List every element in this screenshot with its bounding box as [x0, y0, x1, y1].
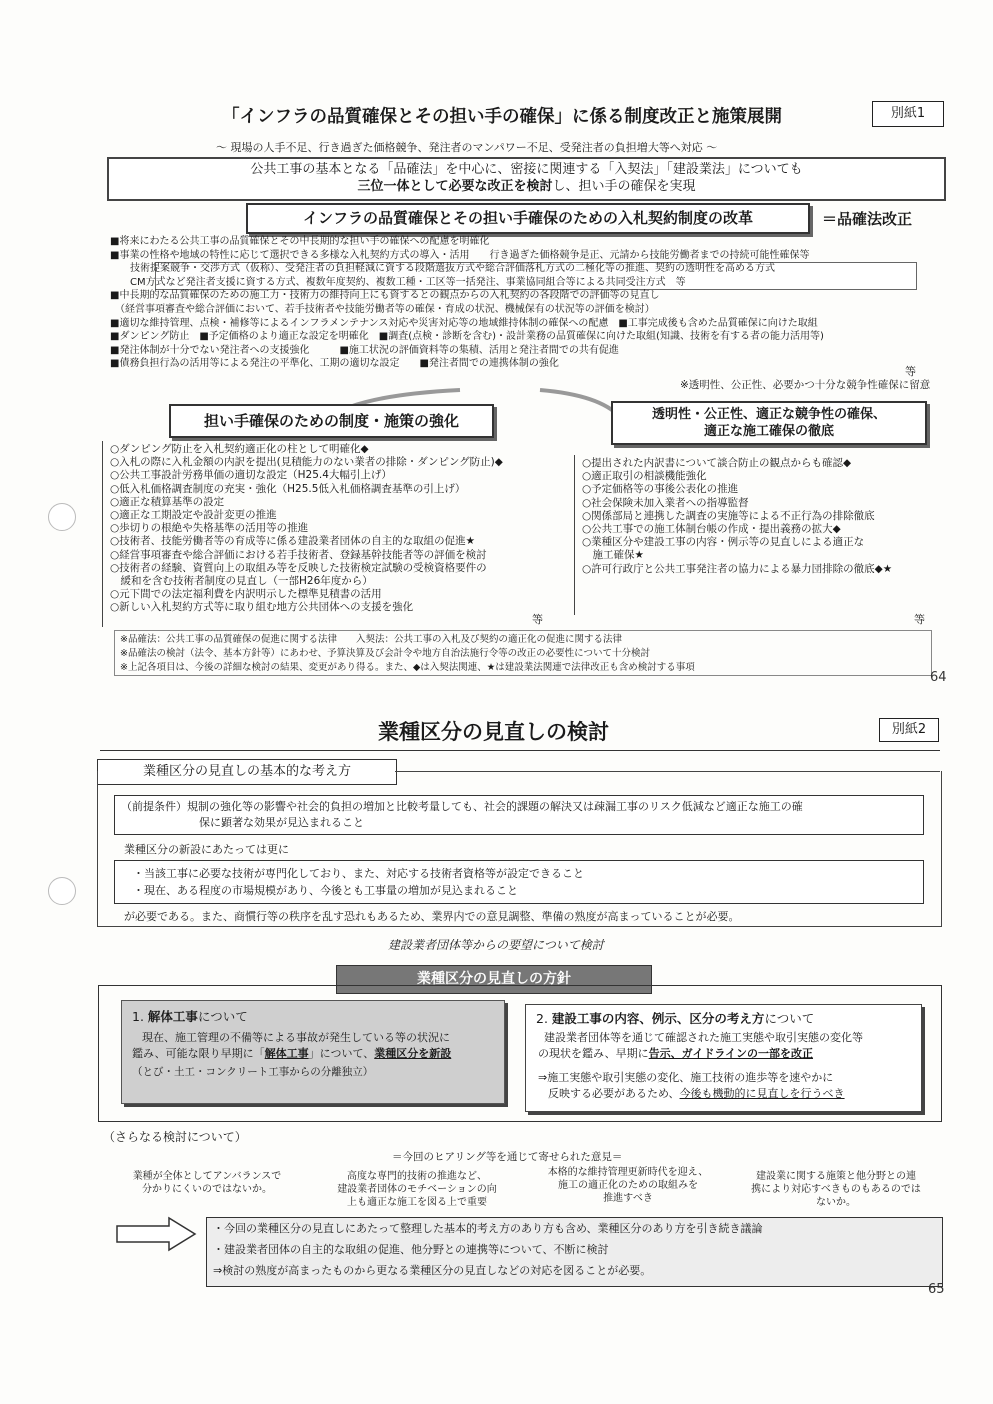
premise-box: [114, 795, 924, 835]
list-item: ○適正な工期設定や設計変更の推進: [110, 509, 277, 522]
left-heading: 担い手確保のための制度・施策の強化: [203, 412, 459, 430]
policy-heading: 業種区分の見直しの方針: [417, 971, 571, 987]
list-item: ・建設業者団体の自主的な取組の促進、他分野との連携等について、不断に検討: [213, 1243, 609, 1256]
right-heading-box: [611, 401, 927, 445]
left-heading-box: [169, 404, 494, 438]
transparency-note: ※透明性、公正性、必要かつ十分な競争性確保に留意: [680, 379, 931, 391]
policy-item-1-title: 1. 解体工事について: [132, 1009, 248, 1024]
list-item: ○業種区分や建設工事の内容・例示等の見直しによる適正な: [582, 536, 865, 549]
punch-hole: [48, 877, 76, 905]
list-item: ■中長期的な品質確保のための施工力・技術力の維持向上にも資するとの観点からの入札契約の各段階での評価等の見直し: [110, 290, 660, 302]
policy-item-1-body: 現在、施工管理の不備等による事故が発生している等の状況に: [142, 1031, 450, 1044]
list-item: ○適正取引の相談機能強化: [582, 470, 707, 483]
annex-2-badge: 別紙2: [879, 718, 939, 742]
page1-subtitle: ～ 現場の人手不足、行き過ぎた価格競争、発注者のマンパワー不足、受発注者の負担増大等へ対応 ～: [216, 141, 718, 154]
request-note: 建設業者団体等からの要望について検討: [388, 938, 604, 952]
conditions-box: [114, 860, 924, 904]
reform-title: インフラの品質確保とその担い手確保のための入札契約制度の改革: [302, 209, 753, 227]
list-item: ○技術者、技能労働者等の育成等に係る建設業者団体の自主的な取組の促進★: [110, 535, 476, 548]
list-item: ■将来にわたる公共工事の品質確保とその中長期的な担い手の確保への配慮を明確化: [110, 236, 490, 247]
page-number: 65: [928, 1282, 945, 1297]
right-heading-1: 透明性・公正性、適正な競争性の確保、: [651, 407, 886, 422]
opinion-item: 本格的な維持管理更新時代を迎え、 施工の適正化のための取組みを 推進すべき: [547, 1167, 709, 1204]
list-item: ⇒検討の熟度が高まったものから更なる業種区分の見直しなどの対応を図ることが必要。: [213, 1264, 652, 1277]
intro-rest: し、担い手の確保を実現: [552, 179, 696, 194]
list-item: ○入札の際に入札金額の内訳を提出(見積能力のない業者の排除・ダンピング防止)◆: [110, 456, 503, 469]
list-item: ■事業の性格や地域の特性に応じて選択できる多様な入札契約方式の導入・活用 行き過ぎた価格競争是正、元請から技能労働者までの持続可能性確保等: [110, 249, 810, 261]
list-item: ■債務負担行為の活用等による発注の平準化、工期の適切な設定 ■発注者間での連携体制の強化: [110, 358, 559, 370]
page2-title: 業種区分の見直しの検討: [378, 720, 609, 744]
list-item: ・当該工事に必要な技術が専門化しており、また、対応する技術者資格等が設定できること: [133, 867, 584, 880]
list-item: ○ダンピング防止を入札契約適正化の柱として明確化◆: [110, 443, 369, 455]
list-item: ○社会保険未加入業者への指導監督: [582, 496, 749, 509]
right-measures-list: [582, 457, 892, 576]
annex-1-badge: 別紙1: [872, 101, 944, 127]
etc-label: 等: [905, 365, 916, 378]
etc-label: 等: [914, 613, 925, 626]
list-item: ○予定価格等の事後公表化の推進: [582, 483, 739, 496]
list-item: ・現在、ある程度の市場規模があり、今後とも工事量の増加が見込まれること: [133, 884, 518, 897]
policy-item-1-box: [121, 1000, 505, 1104]
footnote-box: [114, 630, 932, 676]
list-item: ○関係部局と連携した調査の実施等による不正行為の排除徹底: [582, 509, 875, 522]
intro-emphasis: 三位一体として必要な改正を検討: [357, 179, 553, 194]
premise-line2: 保に顕著な効果が見込まれること: [199, 816, 364, 829]
divider: [395, 771, 940, 772]
opinion-item: 建設業に関する施策と他分野との連 携により対応すべきものもあるのでは ないか。: [751, 1171, 921, 1208]
opinion-item: 業種が全体としてアンバランスで 分かりにくいのではないか。: [132, 1171, 282, 1195]
left-measures-list: [110, 443, 503, 615]
policy-item-2-body: 建設業者団体等を通じて確認された施工実態や取引実態の変化等: [544, 1031, 863, 1044]
reform-title-box: [246, 203, 810, 234]
list-item: ○適正な積算基準の設定: [110, 495, 225, 508]
punch-hole: [48, 503, 76, 531]
list-item: ○公共工事での施工体制台帳の作成・提出義務の拡大◆: [582, 523, 841, 536]
policy-item-1-note: （とび・土工・コンクリート工事からの分離独立）: [132, 1066, 374, 1078]
list-item: ○技術者の経験、資質向上の取組み等を反映した技術検定試験の受検資格要件の: [110, 561, 487, 574]
policy-item-1-body: 鑑み、可能な限り早期に「解体工事」について、業種区分を新設: [132, 1047, 452, 1060]
right-heading-2: 適正な施工確保の徹底: [703, 424, 834, 439]
list-item: ○提出された内訳書について談合防止の観点からも確認◆: [582, 457, 852, 469]
list-item: 緩和を含む技術者制度の見直し（一部H26年度から）: [110, 575, 373, 588]
policy-item-2-title: 2. 建設工事の内容、例示、区分の考え方について: [536, 1011, 815, 1026]
new-setting-text: 業種区分の新設にあたっては更に: [124, 843, 289, 856]
footnote: ※品確法の検討（法令、基本方針等）にあわせ、予算決算及び会計令や地方自治法施行令等の改正の必要性について十分検討: [120, 648, 650, 659]
right-bracket: [574, 455, 575, 615]
right-arrow-icon: [115, 1216, 197, 1252]
list-item: ○低入札価格調査制度の充実・強化（H25.5低入札価格調査基準の引上げ）: [110, 482, 466, 495]
etc-label: 等: [532, 613, 543, 626]
footnote: ※品確法：公共工事の品質確保の促進に関する法律 入契法：公共工事の入札及び契約の適正化の促進に関する法律: [120, 634, 622, 645]
list-item: ○経営事項審査や総合評価における若手技術者、登録基幹技能者等の評価を検討: [110, 548, 487, 561]
list-item: ■適切な維持管理、点検・補修等によるインフラメンテナンス対応や災害対応等の地域維持体制の確保への配慮 ■工事完成後も含めた品質確保に向けた取組: [110, 317, 818, 329]
premise-line1: （前提条件）規制の強化等の影響や社会的負担の増加と比較考量しても、社会的課題の解決又は疎漏工事のリスク低減など適正な施工の確: [121, 800, 803, 813]
reform-bullet-list: [110, 235, 824, 371]
list-item: ○許可行政庁と公共工事発注者の協力による暴力団排除の徹底◆★: [582, 562, 893, 575]
further-label: （さらなる検討について）: [103, 1130, 247, 1144]
list-item: ○歩切りの根絶や失格基準の活用等の推進: [110, 522, 309, 535]
list-item: ■ダンピング防止 ■予定価格のより適正な設定を明確化 ■調査(点検・診断を含む)・設計業務の品質確保に向けた取組(知識、技術を有する者の能力活用等): [110, 331, 824, 343]
basic-heading: 業種区分の見直しの基本的な考え方: [142, 764, 351, 779]
opinion-item: 高度な専門的技術の推進など、 建設業者団体のモチベーションの向 上も適正な施工を図る上で重要: [337, 1171, 497, 1208]
intro-line1: 公共工事の基本となる「品確法」を中心に、密接に関連する「入契法」「建設業法」についても: [250, 162, 803, 177]
policy-item-2-box: [525, 1004, 922, 1112]
policy-item-2-body: 反映する必要があるため、今後も機動的に見直しを行うべき: [548, 1087, 845, 1100]
intro-line2: [109, 179, 944, 195]
list-item: ・今回の業種区分の見直しにあたって整理した基本的考え方のあり方も含め、業種区分のあり方を引き続き議論: [213, 1222, 763, 1235]
page-number: 64: [930, 670, 947, 685]
list-item: ■発注体制が十分でない発注者への支援強化 ■施工状況の評価資料等の集積、活用と発注者間での共有促進: [110, 344, 619, 356]
list-item: 施工確保★: [582, 549, 644, 562]
list-item: ○新しい入札契約方式等に取り組む地方公共団体への支援を強化: [110, 601, 414, 614]
necessity-text: が必要である。また、商慣行等の秩序を乱す恐れもあるため、業界内での意見調整、準備の熟度が高まっていることが必要。: [124, 910, 740, 923]
conclusion-box: [206, 1217, 943, 1287]
divider: [100, 750, 940, 751]
list-item: CM方式など発注者支援に資する方式、複数年度契約、複数工種・工区等一括発注、事業協同組合等による共同受注方式 等: [110, 276, 686, 288]
footnote: ※上記各項目は、今後の詳細な検討の結果、変更があり得る。また、◆は入契法関連、★は建設業法関連で法律改正も含め検討する事項: [120, 662, 695, 673]
list-item: （経営事項審査や総合評価において、若手技術者や技能労働者等の確保・育成の状況、機械保有の状況等の評価を検討）: [110, 303, 655, 315]
reform-suffix: ＝品確法改正: [822, 210, 913, 228]
page1-title: 「インフラの品質確保とその担い手の確保」に係る制度改正と施策展開: [222, 107, 782, 127]
policy-item-2-body: ⇒施工実態や取引実態の変化、施工技術の進歩等を速やかに: [538, 1071, 834, 1084]
list-item: ○元下間での法定福利費を内訳明示した標準見積書の活用: [110, 588, 382, 601]
intro-box: [107, 157, 946, 201]
list-item: ○公共工事設計労務単価の適切な設定（H25.4大幅引上げ）: [110, 469, 392, 482]
list-item: 技術提案競争・交渉方式（仮称）、受発注者の負担軽減に資する段階選抜方式や総合評価落札方式の二極化等の推進、契約の透明性を高める方式: [110, 263, 775, 275]
policy-item-2-body: の現状を鑑み、早期に告示、ガイドラインの一部を改正: [538, 1047, 814, 1060]
hearing-label: ＝今回のヒアリング等を通じて寄せられた意見＝: [392, 1151, 623, 1163]
